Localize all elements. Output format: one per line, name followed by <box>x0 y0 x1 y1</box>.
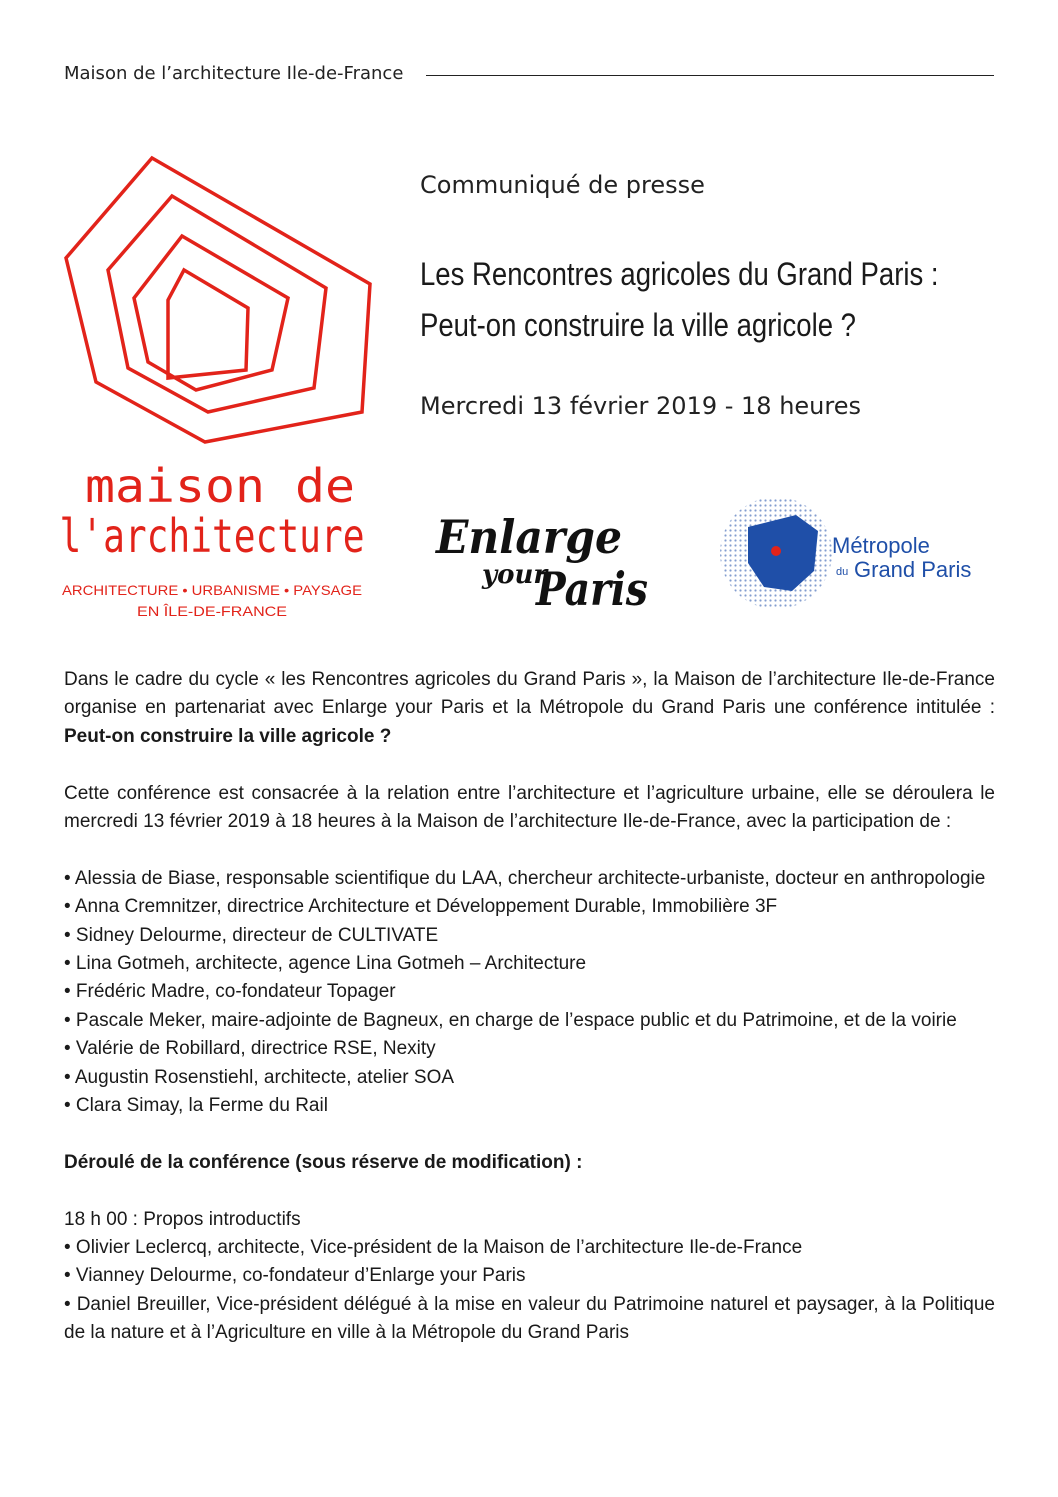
paris-word: Paris <box>534 562 648 616</box>
list-item: • Daniel Breuiller, Vice-président délégué à la mise en valeur du Patrimoine naturel et paysager, à la Politique de la nature et à l’Agriculture en ville à la Métropole du Grand Paris <box>64 1293 995 1344</box>
nested-house-outline-icon <box>66 158 370 442</box>
intro-paragraph <box>64 666 995 751</box>
grand-paris-word: Grand Paris <box>854 557 972 582</box>
list-item: • Anna Cremnitzer, directrice Architecture et Développement Durable, Immobilière 3F <box>64 896 778 918</box>
list-item: • Lina Gotmeh, architecte, agence Lina Gotmeh – Architecture <box>64 953 587 975</box>
metropole-du-word: du <box>836 566 849 578</box>
logo-tagline-1: ARCHITECTURE • URBANISME • PAYSAGE <box>62 582 362 598</box>
press-release-label: Communiqué de presse <box>420 171 705 199</box>
list-item: • Frédéric Madre, co-fondateur Topager <box>64 981 396 1003</box>
list-item: • Sidney Delourme, directeur de CULTIVATE <box>64 924 439 946</box>
header-org-name: Maison de l’architecture Ile-de-France <box>64 63 404 84</box>
metropole-word: Métropole <box>832 533 930 558</box>
logo-tagline-2: EN ÎLE-DE-FRANCE <box>137 603 287 619</box>
metropole-grand-paris-logo <box>718 493 1008 615</box>
logo-word-architecture: l'architecture <box>59 509 365 563</box>
intro-text: Dans le cadre du cycle « les Rencontres agricoles du Grand Paris », la Maison de l’architecture Ile-de-France organise en partenariat avec Enlarge your Paris et la Métropole du Grand Paris une conférence intitulée : <box>64 669 995 719</box>
page-title-line-1: Les Rencontres agricoles du Grand Paris : <box>420 256 939 292</box>
program-time: 18 h 00 : Propos introductifs <box>64 1208 301 1230</box>
intro-bold-title: Peut-on construire la ville agricole ? <box>64 725 392 747</box>
press-release-body <box>64 666 995 1348</box>
list-item: • Valérie de Robillard, directrice RSE, Nexity <box>64 1038 436 1060</box>
maison-architecture-logo <box>60 150 380 630</box>
program-heading: Déroulé de la conférence (sous réserve de modification) : <box>64 1151 583 1173</box>
logo-word-maison: maison de <box>85 459 355 513</box>
your-word: your <box>482 560 548 590</box>
list-item: • Alessia de Biase, responsable scientifique du LAA, chercheur architecte-urbaniste, docteur en anthropologie <box>64 867 986 889</box>
enlarge-word: Enlarge <box>434 510 622 564</box>
participants-list <box>64 865 995 1121</box>
list-item: • Clara Simay, la Ferme du Rail <box>64 1095 328 1117</box>
list-item: • Augustin Rosenstiehl, architecte, atelier SOA <box>64 1066 455 1088</box>
page-title-line-2: Peut-on construire la ville agricole ? <box>420 307 856 343</box>
list-item: • Vianney Delourme, co-fondateur d’Enlarge your Paris <box>64 1265 526 1287</box>
paris-dot-icon <box>771 546 781 556</box>
list-item: • Pascale Meker, maire-adjointe de Bagneux, en charge de l’espace public et du Patrimoine, et de la voirie <box>64 1009 957 1031</box>
enlarge-your-paris-logo <box>432 505 662 615</box>
header-rule <box>426 75 994 76</box>
event-date: Mercredi 13 février 2019 - 18 heures <box>420 392 861 420</box>
context-paragraph: Cette conférence est consacrée à la relation entre l’architecture et l’agriculture urbaine, elle se déroulera le mercredi 13 février 2019 à 18 heures à la Maison de l’architecture Ile-de-France, avec la participation de : <box>64 782 995 833</box>
program-speakers-list <box>64 1234 995 1348</box>
list-item: • Olivier Leclercq, architecte, Vice-président de la Maison de l’architecture Ile-de-France <box>64 1237 803 1259</box>
